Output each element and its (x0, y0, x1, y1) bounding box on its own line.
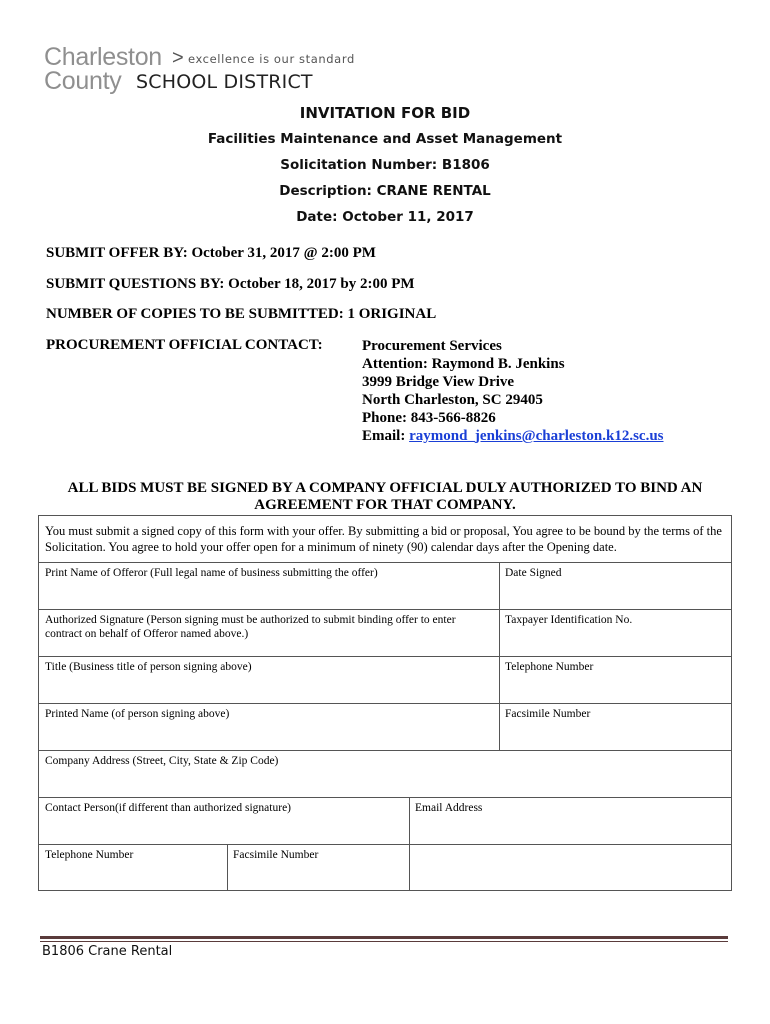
submit-questions-by: SUBMIT QUESTIONS BY: October 18, 2017 by 2:00 PM (46, 276, 415, 292)
bid-description: Description: CRANE RENTAL (279, 183, 491, 199)
contact-department: Procurement Services (362, 338, 502, 354)
contact-phone: Phone: 843-566-8826 (362, 410, 496, 426)
document-title: INVITATION FOR BID (299, 104, 471, 122)
contact-city: North Charleston, SC 29405 (362, 392, 543, 408)
field-date-signed[interactable]: Date Signed (505, 567, 562, 579)
logo-tagline: excellence is our standard (188, 52, 355, 66)
field-facsimile[interactable]: Facsimile Number (505, 708, 591, 720)
logo-charleston: Charleston (44, 43, 162, 71)
field-telephone[interactable]: Telephone Number (505, 661, 594, 673)
form-column-divider (499, 562, 500, 750)
offeror-form (38, 515, 732, 891)
field-print-name[interactable]: Print Name of Offeror (Full legal name of business submitting the offer) (45, 567, 378, 579)
solicitation-number: Solicitation Number: B1806 (280, 157, 490, 173)
contact-attention: Attention: Raymond B. Jenkins (362, 356, 565, 372)
field-title[interactable]: Title (Business title of person signing above) (45, 661, 252, 673)
form-intro: You must submit a signed copy of this form with your offer. By submitting a bid or proposal, You agree to be bound by the terms of the Solicitation. You agree to hold your offer open for a minimum of ninety (90) calendar days after the Opening date. (45, 524, 722, 554)
form-column-divider (409, 797, 410, 890)
footer-text: B1806 Crane Rental (42, 944, 173, 959)
chevron-right-icon: > (172, 47, 184, 69)
contact-label: PROCUREMENT OFFICIAL CONTACT: (46, 337, 323, 353)
field-taxpayer-id[interactable]: Taxpayer Identification No. (505, 614, 633, 626)
signature-notice: ALL BIDS MUST BE SIGNED BY A COMPANY OFFICIAL DULY AUTHORIZED TO BIND AN AGREEMENT FOR THAT COMPANY. (67, 480, 703, 513)
department-name: Facilities Maintenance and Asset Management (207, 131, 563, 147)
footer-rule (40, 936, 728, 939)
contact-street: 3999 Bridge View Drive (362, 374, 515, 390)
logo-school-district: SCHOOL DISTRICT (136, 71, 313, 93)
field-contact-person[interactable]: Contact Person(if different than authorized signature) (45, 802, 291, 814)
form-column-divider (227, 844, 228, 890)
field-email-address[interactable]: Email Address (415, 802, 483, 814)
submit-offer-by: SUBMIT OFFER BY: October 31, 2017 @ 2:00 PM (46, 245, 376, 261)
footer-rule-thin (40, 941, 728, 942)
field-authorized-signature[interactable]: Authorized Signature (Person signing must be authorized to submit binding offer to enter contract on behalf of Offeror named above.) (45, 614, 456, 640)
contact-email-row (362, 427, 664, 445)
contact-email-label: Email: (362, 428, 410, 444)
contact-email-link[interactable]: raymond_jenkins@charleston.k12.sc.us (409, 428, 664, 444)
field-telephone-2[interactable]: Telephone Number (45, 849, 134, 861)
field-facsimile-2[interactable]: Facsimile Number (233, 849, 319, 861)
contact-block (362, 337, 664, 445)
district-logo (44, 44, 364, 100)
logo-county: County (44, 67, 122, 95)
copies-required: NUMBER OF COPIES TO BE SUBMITTED: 1 ORIGINAL (46, 306, 437, 322)
field-printed-name[interactable]: Printed Name (of person signing above) (45, 708, 230, 720)
field-company-address[interactable]: Company Address (Street, City, State & Zip Code) (45, 755, 279, 767)
issue-date: Date: October 11, 2017 (296, 209, 474, 225)
